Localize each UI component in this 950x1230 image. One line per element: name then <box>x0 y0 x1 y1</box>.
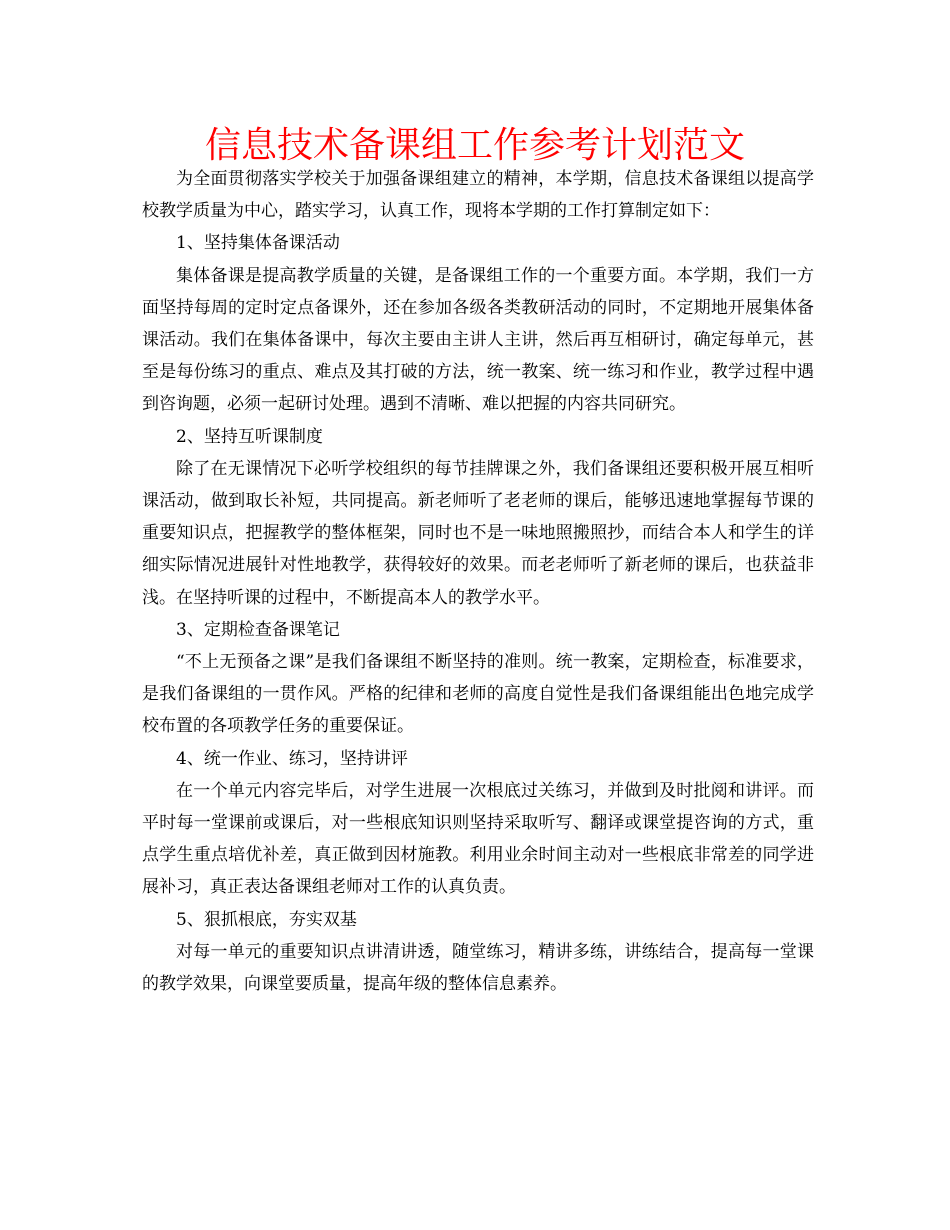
section-paragraph-5: 对每一单元的重要知识点讲清讲透，随堂练习，精讲多练，讲练结合，提高每一堂课的教学效果，向课堂要质量，提高年级的整体信息素养。 <box>142 941 814 995</box>
section-heading-4: 4、统一作业、练习，坚持讲评 <box>176 748 408 769</box>
section-heading-3: 3、定期检查备课笔记 <box>176 619 340 640</box>
section-heading-2: 2、坚持互听课制度 <box>176 426 323 447</box>
intro-paragraph: 为全面贯彻落实学校关于加强备课组建立的精神，本学期，信息技术备课组以提高学校教学质量为中心，踏实学习，认真工作，现将本学期的工作打算制定如下： <box>142 169 814 222</box>
document-body <box>142 163 814 1000</box>
section-heading-1: 1、坚持集体备课活动 <box>176 233 340 254</box>
section-paragraph-4: 在一个单元内容完毕后，对学生进展一次根底过关练习，并做到及时批阅和讲评。而平时每一堂课前或课后，对一些根底知识则坚持采取听写、翻译或课堂提咨询的方式，重点学生重点培优补差，真正做到因材施教。利用业余时间主动对一些根底非常差的同学进展补习，真正表达备课组老师对工作的认真负责。 <box>142 780 814 898</box>
section-paragraph-3: “不上无预备之课”是我们备课组不断坚持的准则。统一教案，定期检查，标准要求，是我们备课组的一贯作风。严格的纪律和老师的高度自觉性是我们备课组能出色地完成学校布置的各项教学任务的重要保证。 <box>142 652 814 737</box>
document-title: 信息技术备课组工作参考计划范文 <box>204 125 745 166</box>
section-paragraph-2: 除了在无课情况下必听学校组织的每节挂牌课之外，我们备课组还要积极开展互相听课活动，做到取长补短，共同提高。新老师听了老老师的课后，能够迅速地掌握每节课的重要知识点，把握教学的整体框架，同时也不是一味地照搬照抄，而结合本人和学生的详细实际情况进展针对性地教学，获得较好的效果。而老老师听了新老师的课后，也获益非浅。在坚持听课的过程中，不断提高本人的教学水平。 <box>142 458 814 608</box>
section-heading-5: 5、狠抓根底，夯实双基 <box>176 909 357 930</box>
section-paragraph-1: 集体备课是提高教学质量的关键，是备课组工作的一个重要方面。本学期，我们一方面坚持每周的定时定点备课外，还在参加各级各类教研活动的同时，不定期地开展集体备课活动。我们在集体备课中，每次主要由主讲人主讲，然后再互相研讨，确定每单元，甚至是每份练习的重点、难点及其打破的方法，统一教案、统一练习和作业，教学过程中遇到咨询题，必须一起研讨处理。遇到不清晰、难以把握的内容共同研究。 <box>142 265 814 415</box>
